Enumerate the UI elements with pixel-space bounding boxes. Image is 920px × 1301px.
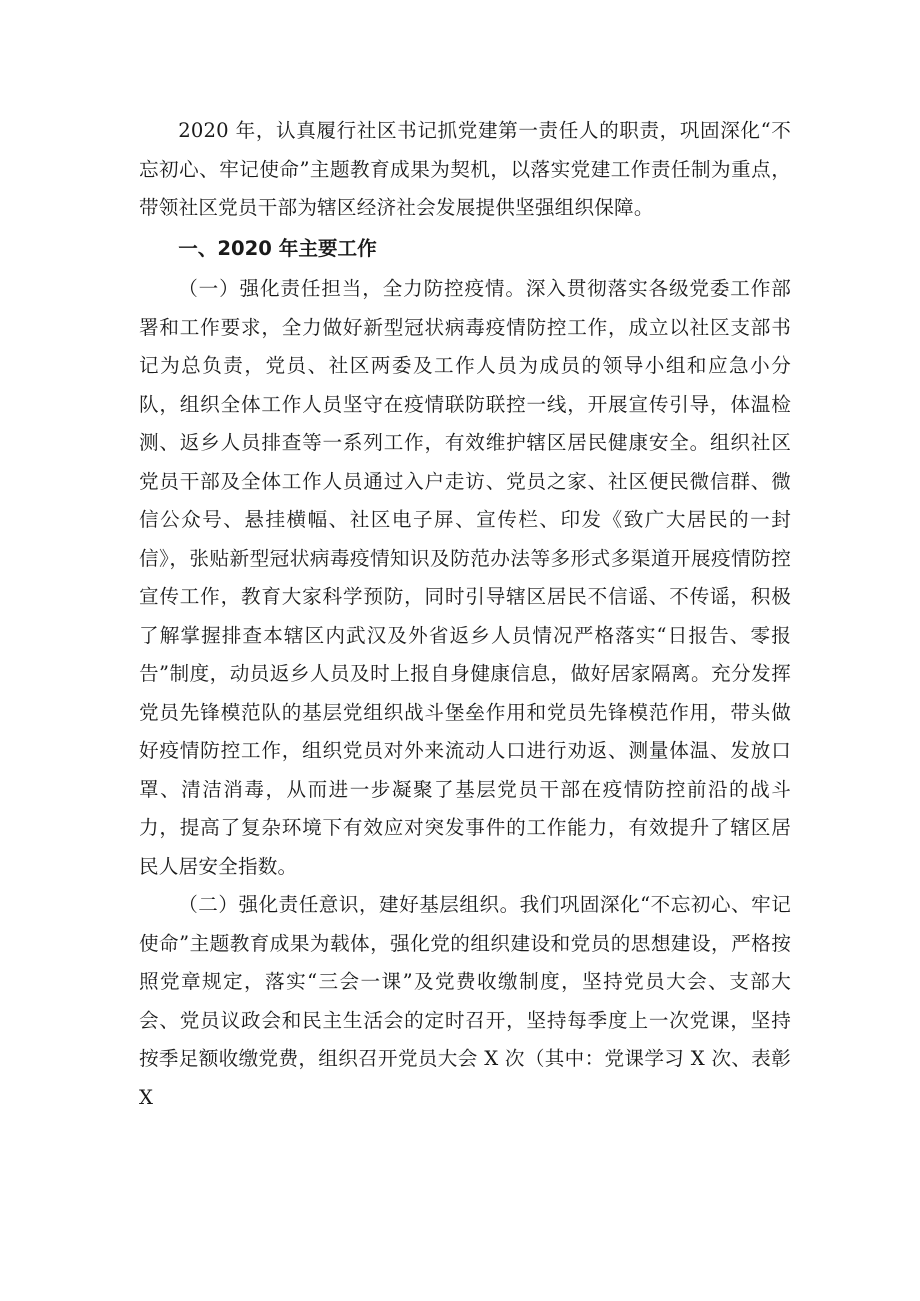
- item-2-paragraph: （二）强化责任意识，建好基层组织。我们巩固深化“不忘初心、牢记使命”主题教育成果为载体，强化党的组织建设和党员的思想建设，严格按照党章规定，落实“三会一课”及党费收缴制度，坚持党员大会、支部大会、党员议政会和民主生活会的定时召开，坚持每季度上一次党课，坚持按季足额收缴党费，组织召开党员大会 X 次（其中：党课学习 X 次、表彰 X: [139, 893, 791, 1109]
- document-body: [139, 112, 791, 1117]
- section-heading: 一、2020 年主要工作: [178, 236, 377, 260]
- intro-paragraph: 2020 年，认真履行社区书记抓党建第一责任人的职责，巩固深化“不忘初心、牢记使命”主题教育成果为契机，以落实党建工作责任制为重点，带领社区党员干部为辖区经济社会发展提供坚强组织保障。: [139, 119, 791, 219]
- item-1-paragraph: （一）强化责任担当，全力防控疫情。深入贯彻落实各级党委工作部署和工作要求，全力做好新型冠状病毒疫情防控工作，成立以社区支部书记为总负责，党员、社区两委及工作人员为成员的领导小组和应急小分队，组织全体工作人员坚守在疫情联防联控一线，开展宣传引导，体温检测、返乡人员排查等一系列工作，有效维护辖区居民健康安全。组织社区党员干部及全体工作人员通过入户走访、党员之家、社区便民微信群、微信公众号、悬挂横幅、社区电子屏、宣传栏、印发《致广大居民的一封信》，张贴新型冠状病毒疫情知识及防范办法等多形式多渠道开展疫情防控宣传工作，教育大家科学预防，同时引导辖区居民不信谣、不传谣，积极了解掌握排查本辖区内武汉及外省返乡人员情况严格落实“日报告、零报告”制度，动员返乡人员及时上报自身健康信息，做好居家隔离。充分发挥党员先锋模范队的基层党组织战斗堡垒作用和党员先锋模范作用，带头做好疫情防控工作，组织党员对外来流动人口进行劝返、测量体温、发放口罩、清洁消毒，从而进一步凝聚了基层党员干部在疫情防控前沿的战斗力，提高了复杂环境下有效应对突发事件的工作能力，有效提升了辖区居民人居安全指数。: [139, 277, 791, 878]
